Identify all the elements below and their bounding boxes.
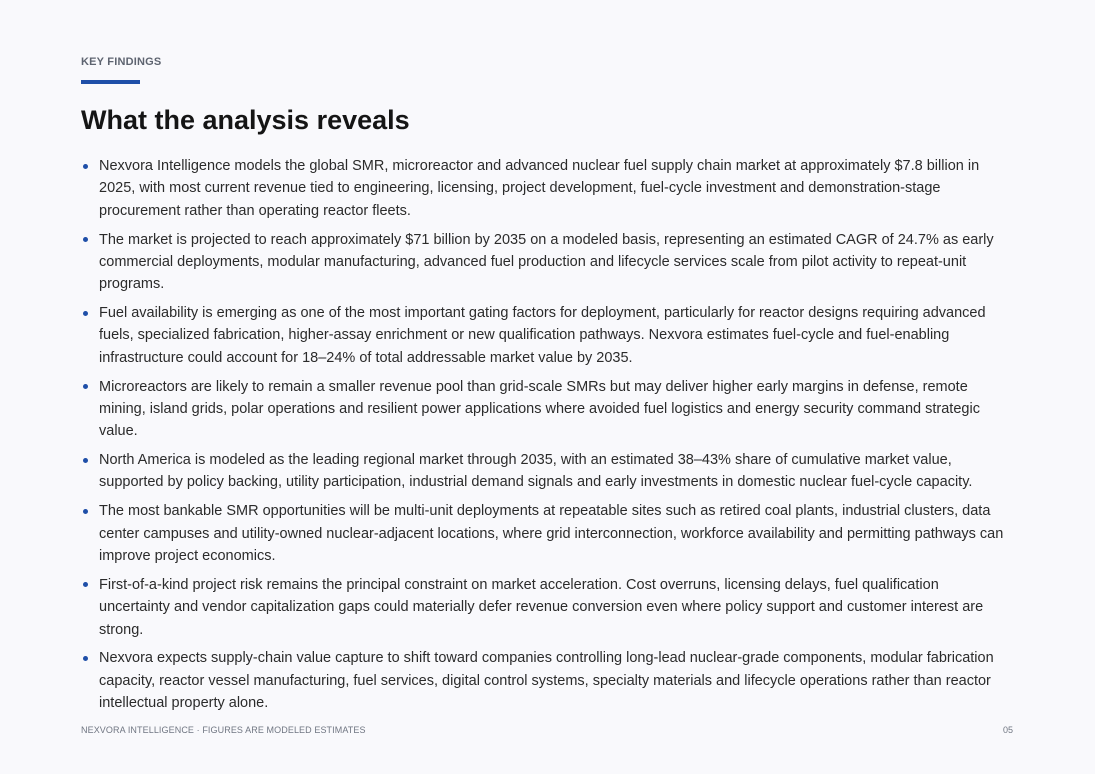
page-title: What the analysis reveals	[81, 105, 410, 135]
finding-text: Microreactors are likely to remain a smaller revenue pool than grid-scale SMRs but may deliver higher early margins in defense, remote mining, island grids, polar operations and resilient power applications where avoided fuel logistics and energy security command strategic value.	[99, 378, 980, 440]
bullet-icon	[83, 582, 88, 587]
finding-item	[81, 229, 1013, 296]
bullet-icon	[83, 311, 88, 316]
finding-item	[81, 155, 1013, 222]
bullet-icon	[83, 656, 88, 661]
section-eyebrow: KEY FINDINGS	[81, 56, 162, 68]
finding-item	[81, 647, 1013, 714]
bullet-icon	[83, 384, 88, 389]
page-number: 05	[1002, 725, 1013, 735]
finding-text: North America is modeled as the leading regional market through 2035, with an estimated 38–43% share of cumulative market value, supported by policy backing, utility participation, industrial demand signals and early investments in domestic nuclear fuel-cycle capacity.	[99, 452, 973, 491]
finding-text: Nexvora expects supply-chain value capture to shift toward companies controlling long-lead nuclear-grade components, modular fabrication capacity, reactor vessel manufacturing, fuel services, digital control systems, specialty materials and lifecycle operations rather than reactor intellectual property alone.	[99, 650, 994, 712]
footer-source: NEXVORA INTELLIGENCE · FIGURES ARE MODELED ESTIMATES	[81, 725, 366, 735]
finding-text: The market is projected to reach approximately $71 billion by 2035 on a modeled basis, representing an estimated CAGR of 24.7% as early commercial deployments, modular manufacturing, advanced fuel production and lifecycle services scale from pilot activity to repeat-unit programs.	[99, 231, 994, 293]
finding-item	[81, 302, 1013, 369]
bullet-icon	[83, 509, 88, 514]
finding-text: Nexvora Intelligence models the global SMR, microreactor and advanced nuclear fuel supply chain market at approximately $7.8 billion in 2025, with most current revenue tied to engineering, licensing, project development, fuel-cycle investment and demonstration-stage procurement rather than operating reactor fleets.	[99, 158, 980, 219]
report-page	[81, 0, 1013, 774]
findings-list	[81, 155, 1013, 721]
finding-text: Fuel availability is emerging as one of the most important gating factors for deployment, particularly for reactor designs requiring advanced fuels, specialized fabrication, higher-assay enrichment or new qualification pathways. Nexvora estimates fuel-cycle and fuel-enabling infrastructure could account for 18–24% of total addressable market value by 2035.	[99, 305, 986, 366]
finding-text: First-of-a-kind project risk remains the principal constraint on market acceleration. Cost overruns, licensing delays, fuel qualification uncertainty and vendor capitalization gaps could materially defer revenue conversion even where policy support and customer interest are strong.	[99, 576, 984, 638]
finding-item	[81, 500, 1013, 567]
accent-bar	[81, 80, 140, 84]
bullet-icon	[83, 458, 88, 463]
finding-item	[81, 449, 1013, 494]
bullet-icon	[83, 164, 88, 169]
bullet-icon	[83, 237, 88, 242]
finding-item	[81, 574, 1013, 641]
finding-item	[81, 376, 1013, 443]
finding-text: The most bankable SMR opportunities will be multi-unit deployments at repeatable sites such as retired coal plants, industrial clusters, data center campuses and utility-owned nuclear-adjacent locations, where grid interconnection, workforce availability and permitting pathways can improve project economics.	[99, 503, 1004, 564]
